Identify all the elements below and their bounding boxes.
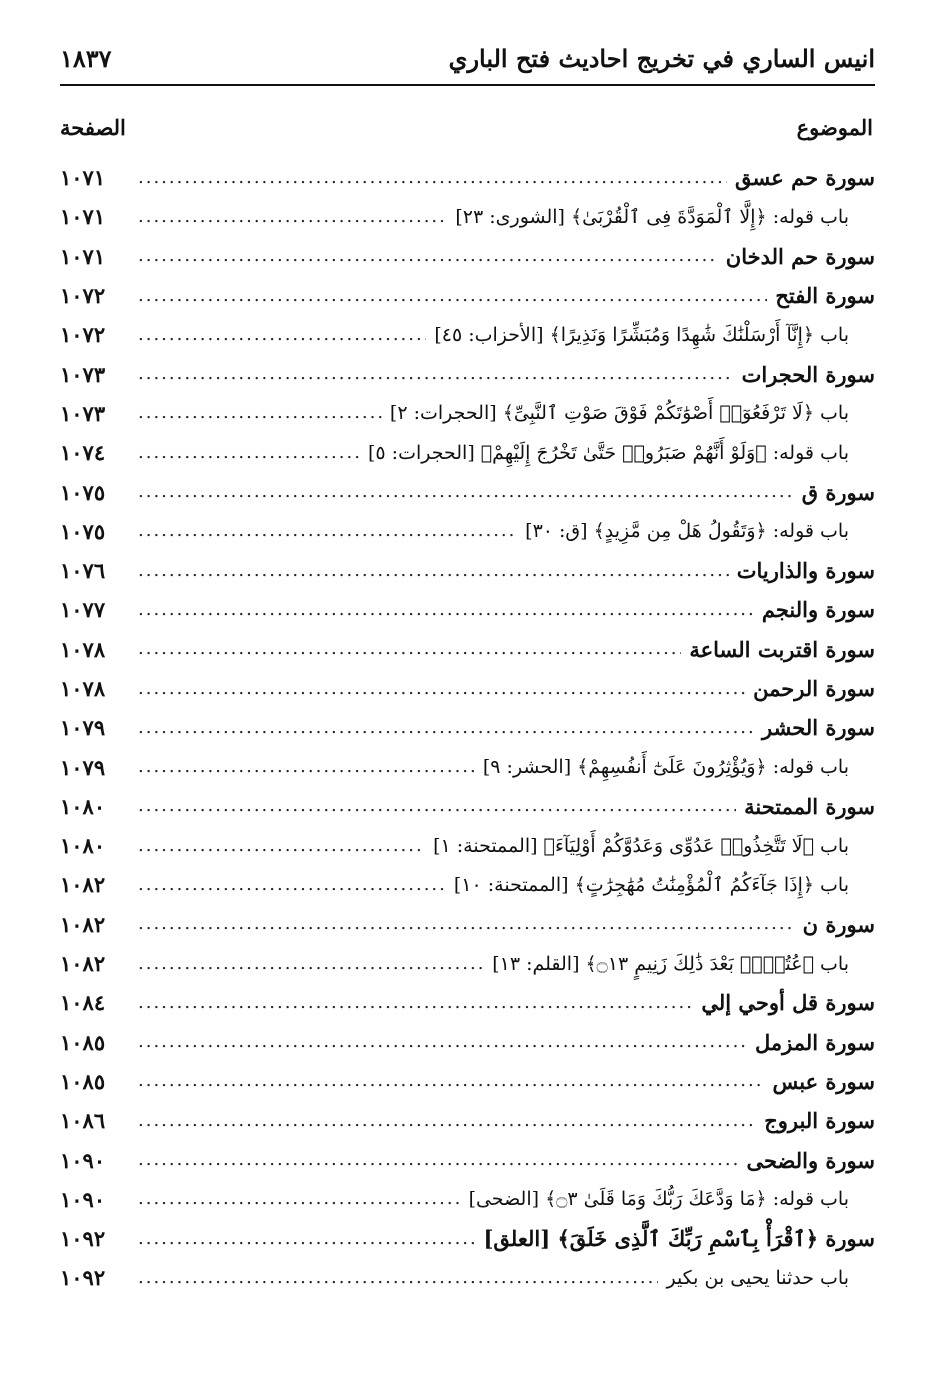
dot-leader: [138, 797, 736, 815]
toc-entry-bab: [60, 433, 875, 472]
entry-title: سورة والذاريات: [736, 558, 875, 584]
entry-page-number: ١٠٨٢: [60, 872, 106, 898]
entry-page-number: ١٠٧١: [60, 165, 106, 191]
entry-title: باب ﴿إِذَا جَآءَكُمُ ٱلْمُؤْمِنَٰتُ مُهَٰجِرَٰتٍ﴾ [الممتحنة: ١٠]: [453, 873, 849, 896]
toc-entry-surah: [60, 905, 875, 944]
dot-leader: [138, 365, 734, 383]
toc-entry-surah: [60, 787, 875, 826]
toc-entry-bab: [60, 1180, 875, 1219]
entry-page-number: ١٠٩٢: [60, 1226, 106, 1252]
toc-entry-bab: [60, 197, 875, 236]
entry-page-number: ١٠٧٧: [60, 597, 106, 623]
entry-title: سورة حم الدخان: [725, 243, 875, 269]
entry-title: سورة الرحمن: [753, 676, 875, 701]
entry-page-number: ١٠٨٥: [60, 1029, 106, 1055]
dot-leader: [138, 876, 446, 894]
dot-leader: [138, 758, 475, 776]
entry-page-number: ١٠٨٦: [60, 1108, 106, 1134]
running-header: [60, 40, 875, 76]
entry-page-number: ١٠٧٢: [60, 322, 106, 348]
entry-title: سورة الممتحنة: [744, 793, 875, 819]
entry-page-number: ١٠٨٠: [60, 793, 106, 819]
entry-page-number: ١٠٧٩: [60, 754, 106, 780]
entry-page-number: ١٠٩٠: [60, 1186, 106, 1212]
dot-leader: [138, 1230, 475, 1248]
dot-leader: [138, 562, 729, 580]
dot-leader: [138, 680, 745, 698]
entry-title: باب ﴿إِنَّآ أَرْسَلْنَٰكَ شَٰهِدًا وَمُبَشِّرًا وَنَذِيرًا﴾ [الأحزاب: ٤٥]: [434, 323, 849, 346]
entry-page-number: ١٠٧٥: [60, 479, 106, 505]
entry-title: باب قوله: ﴿وَتَقُولُ هَلْ مِن مَّزِيدٍ﴾ [ق: ٣٠]: [525, 520, 849, 543]
book-title: انيس الساري في تخريج احاديث فتح الباري: [448, 43, 875, 73]
toc-entry-surah: [60, 708, 875, 747]
dot-leader: [138, 404, 382, 422]
entry-page-number: ١٠٧٦: [60, 558, 106, 584]
dot-leader: [138, 1190, 461, 1208]
dot-leader: [138, 1151, 738, 1169]
entry-title: سورة اقتربت الساعة: [689, 636, 875, 662]
dot-leader: [138, 837, 425, 855]
entry-title: سورة الحشر: [761, 715, 875, 741]
toc-entry-surah: [60, 590, 875, 629]
toc-entry-surah: [60, 237, 875, 276]
entry-title: سورة ق: [801, 479, 875, 505]
dot-leader: [138, 640, 681, 658]
entry-page-number: ١٠٧٣: [60, 400, 106, 426]
dot-leader: [138, 994, 693, 1012]
toc-entry-surah: [60, 1219, 875, 1258]
dot-leader: [138, 483, 794, 501]
entry-title: سورة الفتح: [775, 283, 875, 309]
toc-entry-surah: [60, 983, 875, 1022]
toc-entry-bab: [60, 826, 875, 865]
entry-page-number: ١٠٨٢: [60, 951, 106, 977]
entry-page-number: ١٠٨٠: [60, 833, 106, 859]
toc-entry-surah: [60, 1062, 875, 1101]
entry-title: باب ﴿لَا تَرْفَعُوٓا۟ أَصْوَٰتَكُمْ فَوْقَ صَوْتِ ٱلنَّبِىِّ﴾ [الحجرات: ٢]: [389, 402, 849, 425]
entry-title: سورة قل أوحي إلي: [701, 990, 875, 1016]
dot-leader: [138, 169, 727, 187]
dot-leader: [138, 719, 754, 737]
entry-page-number: ١٠٧٨: [60, 636, 106, 662]
entry-title: سورة الحجرات: [741, 361, 875, 387]
toc-entry-surah: [60, 472, 875, 511]
entry-title: سورة عبس: [772, 1068, 875, 1094]
toc-entry-surah: [60, 551, 875, 590]
entry-title: باب ﴿عُتُلٍّۭ بَعْدَ ذَٰلِكَ زَنِيمٍ ۝١٣﴾ [القلم: ١٣]: [492, 952, 849, 975]
dot-leader: [138, 326, 426, 344]
entry-title: باب قوله: ﴿إِلَّا ٱلْمَوَدَّةَ فِى ٱلْقُرْبَىٰ﴾ [الشورى: ٢٣]: [455, 205, 849, 228]
toc-entry-surah: [60, 669, 875, 708]
entry-page-number: ١٠٧٩: [60, 715, 106, 741]
entry-title: باب حدثنا يحيى بن بكير: [666, 1266, 849, 1289]
page-number: ١٨٣٧: [60, 43, 112, 73]
dot-leader: [138, 1269, 658, 1287]
toc-entry-bab: [60, 865, 875, 904]
dot-leader: [138, 915, 795, 933]
entry-title: سورة ن: [802, 911, 875, 937]
toc-entry-bab: [60, 747, 875, 786]
dot-leader: [138, 287, 767, 305]
entry-page-number: ١٠٨٥: [60, 1068, 106, 1094]
entry-page-number: ١٠٧١: [60, 243, 106, 269]
toc-entry-surah: [60, 276, 875, 315]
dot-leader: [138, 247, 718, 265]
entry-title: سورة البروج: [764, 1108, 875, 1134]
toc-entry-surah: [60, 158, 875, 197]
entry-title: باب ﴿لَا تَتَّخِذُوا۟ عَدُوِّى وَعَدُوَّكُمْ أَوْلِيَآءَ﴾ [الممتحنة: ١]: [433, 834, 849, 857]
toc-entry-bab: [60, 394, 875, 433]
toc-entry-bab: [60, 1258, 875, 1297]
entry-title: باب قوله: ﴿مَا وَدَّعَكَ رَبُّكَ وَمَا قَلَىٰ ۝٣﴾ [الضحى]: [468, 1188, 849, 1211]
toc-entry-surah: [60, 630, 875, 669]
toc-entry-bab: [60, 944, 875, 983]
entry-page-number: ١٠٧٤: [60, 440, 106, 466]
entry-page-number: ١٠٧١: [60, 204, 106, 230]
toc-entry-surah: [60, 1140, 875, 1179]
dot-leader: [138, 1072, 764, 1090]
toc-entry-surah: [60, 1023, 875, 1062]
dot-leader: [138, 601, 754, 619]
entry-page-number: ١٠٨٤: [60, 990, 106, 1016]
dot-leader: [138, 955, 484, 973]
table-of-contents: [60, 158, 875, 1298]
entry-page-number: ١٠٧٣: [60, 361, 106, 387]
toc-entry-bab: [60, 512, 875, 551]
entry-page-number: ١٠٧٢: [60, 283, 106, 309]
dot-leader: [138, 522, 517, 540]
entry-title: سورة ﴿ٱقْرَأْ بِٱسْمِ رَبِّكَ ٱلَّذِى خَلَقَ﴾ [العلق]: [483, 1226, 875, 1252]
entry-page-number: ١٠٩٠: [60, 1147, 106, 1173]
entry-title: باب قوله: ﴿وَلَوْ أَنَّهُمْ صَبَرُوا۟ حَتَّىٰ تَخْرُجَ إِلَيْهِمْ﴾ [الحجرات: ٥]: [368, 441, 849, 464]
page-column-heading: الصفحة: [60, 114, 126, 140]
entry-title: سورة المزمل: [754, 1029, 875, 1055]
topic-column-heading: الموضوع: [796, 114, 873, 140]
entry-page-number: ١٠٨٢: [60, 911, 106, 937]
toc-entry-surah: [60, 1101, 875, 1140]
dot-leader: [138, 208, 447, 226]
entry-page-number: ١٠٩٢: [60, 1265, 106, 1291]
entry-title: سورة والنجم: [761, 597, 875, 623]
entry-page-number: ١٠٧٥: [60, 518, 106, 544]
toc-entry-surah: [60, 354, 875, 393]
entry-title: سورة حم عسق: [735, 165, 875, 191]
entry-title: باب قوله: ﴿وَيُؤْثِرُونَ عَلَىٰٓ أَنفُسِهِمْ﴾ [الحشر: ٩]: [482, 756, 849, 779]
header-rule: [60, 84, 875, 86]
entry-title: سورة والضحى: [746, 1147, 875, 1173]
entry-page-number: ١٠٧٨: [60, 676, 106, 701]
column-headings: [60, 110, 873, 144]
dot-leader: [138, 1033, 747, 1051]
dot-leader: [138, 444, 360, 462]
toc-entry-bab: [60, 315, 875, 354]
dot-leader: [138, 1112, 756, 1130]
